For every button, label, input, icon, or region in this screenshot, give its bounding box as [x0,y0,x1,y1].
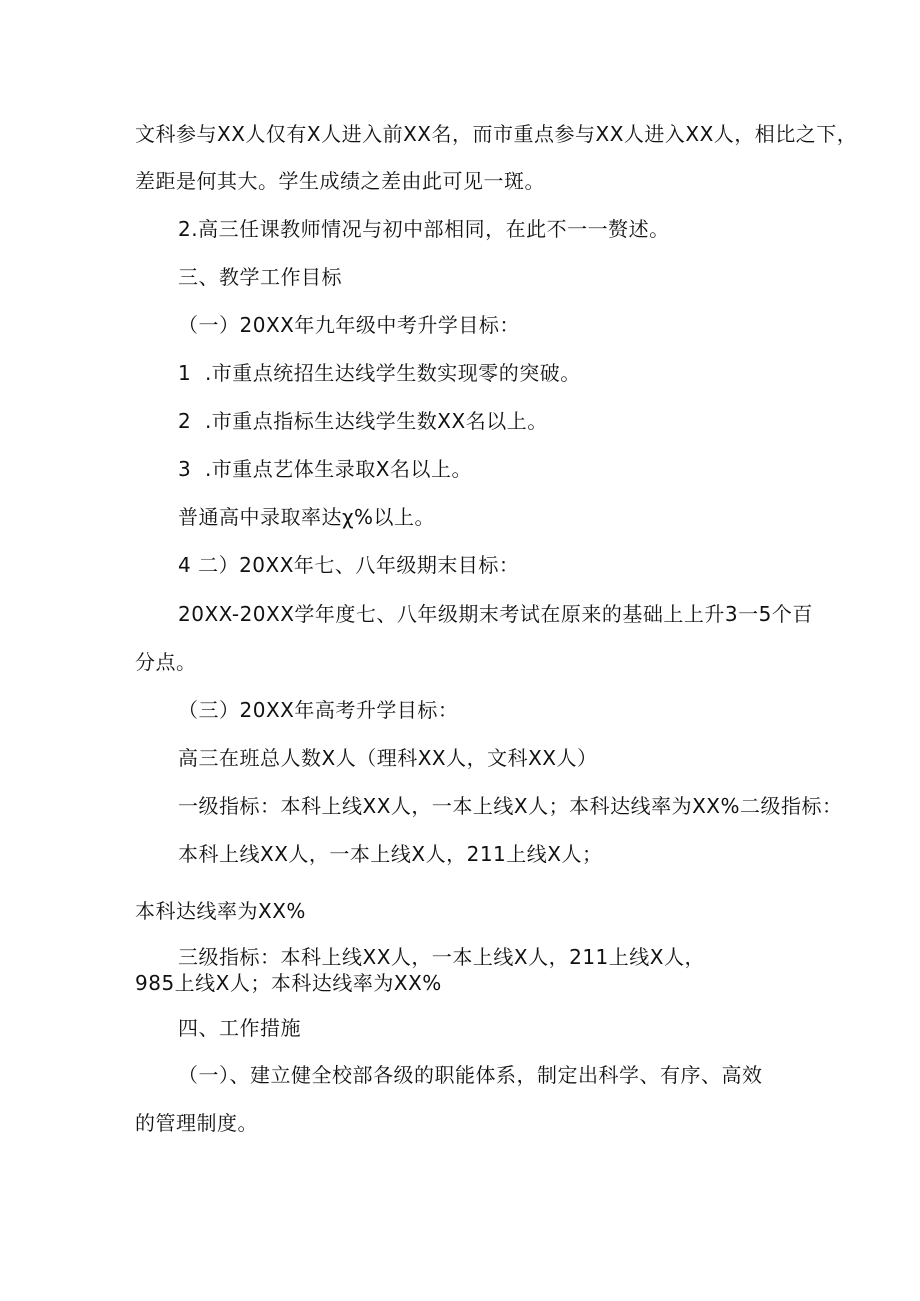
subheading-1: （一）20XX年九年级中考升学目标： [178,313,520,337]
paragraph-line-11: 三级指标：本科上线XX人，一本上线X人，211上线X人， [178,945,705,969]
subheading-3: （三）20XX年高考升学目标： [178,698,459,722]
paragraph-line-4: 普通高中录取率达χ%以上。 [178,505,436,529]
paragraph-line-8: 一级指标：本科上线XX人，一本上线X人；本科达线率为XX%二级指标： [178,794,843,818]
paragraph-line-5: 20XX-20XX学年度七、八年级期末考试在原来的基础上上升3一5个百 [178,602,813,626]
paragraph-line-7: 高三在班总人数X人（理科XX人，文科XX人） [178,746,598,770]
list-item-1: 1 .市重点统招生达线学生数实现零的突破。 [178,361,581,385]
paragraph-line-13: （一）、建立健全校部各级的职能体系，制定出科学、有序、高效 [178,1063,763,1087]
section-heading-4: 四、工作措施 [178,1016,301,1040]
paragraph-line-12: 985上线X人；本科达线率为XX% [135,971,442,995]
paragraph-line-10: 本科达线率为XX% [135,899,306,923]
paragraph-line-3: 2.高三任课教师情况与初中部相同，在此不一一赘述。 [178,217,670,241]
subheading-2: 4 二）20XX年七、八年级期末目标： [178,553,520,577]
paragraph-line-1: 文科参与XX人仅有X人进入前XX名，而市重点参与XX人进入XX人，相比之下， [135,122,858,146]
paragraph-line-9: 本科上线XX人，一本上线X人，211上线X人； [178,842,603,866]
paragraph-line-14: 的管理制度。 [135,1111,258,1135]
list-item-2: 2 .市重点指标生达线学生数XX名以上。 [178,409,548,433]
paragraph-line-2: 差距是何其大。学生成绩之差由此可见一斑。 [135,169,545,193]
section-heading-3: 三、教学工作目标 [178,265,342,289]
list-item-3: 3 .市重点艺体生录取X名以上。 [178,457,472,481]
paragraph-line-6: 分点。 [135,650,197,674]
